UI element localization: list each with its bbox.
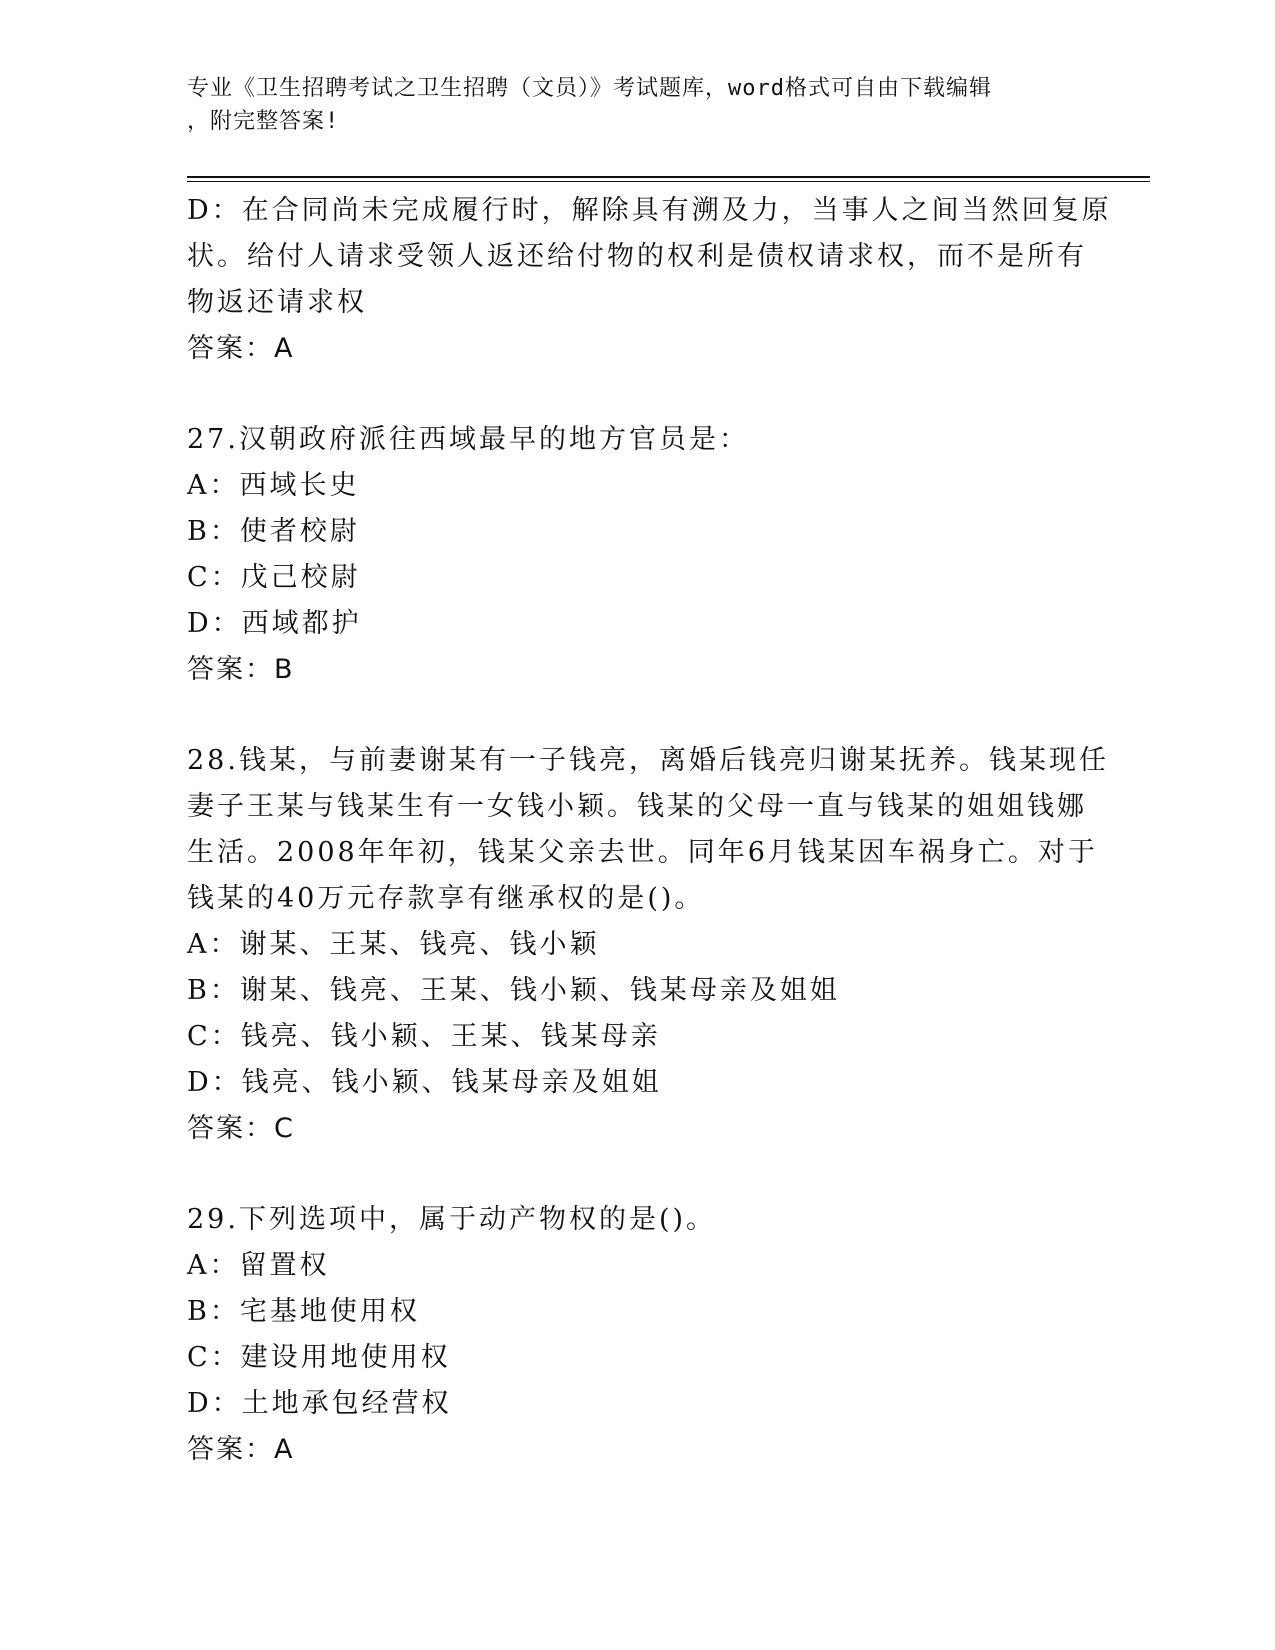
option-d: D：钱亮、钱小颖、钱某母亲及姐姐	[187, 1067, 662, 1098]
header-rule-thin	[187, 181, 1150, 182]
question-27	[187, 417, 1087, 693]
option-c: C：钱亮、钱小颖、王某、钱某母亲	[187, 1021, 661, 1052]
question-29	[187, 1197, 1087, 1473]
option-b: B：谢某、钱亮、王某、钱小颖、钱某母亲及姐姐	[187, 975, 840, 1006]
header-rule-thick	[187, 176, 1150, 178]
question-stem: 28.钱某，与前妻谢某有一子钱亮，离婚后钱亮归谢某抚养。钱某现任	[187, 745, 1109, 776]
question-list	[187, 188, 1112, 1518]
option-c: C：建设用地使用权	[187, 1342, 451, 1373]
option-a: A：西域长史	[187, 470, 360, 501]
option-d: D：西域都护	[187, 608, 362, 639]
option-a: A：谢某、王某、钱亮、钱小颖	[187, 929, 600, 960]
option-d-line: 物返还请求权	[187, 287, 367, 318]
answer-label: 答案：A	[187, 333, 295, 364]
answer-label: 答案：A	[187, 1434, 295, 1465]
option-b: B：宅基地使用权	[187, 1296, 420, 1327]
answer-label: 答案：B	[187, 654, 295, 685]
header-line-2: ，附完整答案!	[187, 109, 340, 134]
option-a: A：留置权	[187, 1250, 330, 1281]
question-stem: 29.下列选项中，属于动产物权的是()。	[187, 1204, 717, 1235]
header-line-1: 专业《卫生招聘考试之卫生招聘（文员）》考试题库，word格式可自由下载编辑	[187, 76, 992, 101]
option-d-line: D：在合同尚未完成履行时，解除具有溯及力，当事人之间当然回复原	[187, 195, 1112, 226]
question-stem: 钱某的40万元存款享有继承权的是()。	[187, 883, 705, 914]
question-stem: 生活。2008年年初，钱某父亲去世。同年6月钱某因车祸身亡。对于	[187, 837, 1098, 868]
question-26-tail	[187, 188, 1112, 372]
option-b: B：使者校尉	[187, 516, 360, 547]
question-stem: 27.汉朝政府派往西域最早的地方官员是：	[187, 424, 749, 455]
option-d: D：土地承包经营权	[187, 1388, 452, 1419]
header-note	[187, 72, 1087, 138]
option-c: C：戊己校尉	[187, 562, 361, 593]
option-d-line: 状。给付人请求受领人返还给付物的权利是债权请求权，而不是所有	[187, 241, 1087, 272]
question-28	[187, 738, 1109, 1152]
question-stem: 妻子王某与钱某生有一女钱小颖。钱某的父母一直与钱某的姐姐钱娜	[187, 791, 1087, 822]
answer-label: 答案：C	[187, 1113, 295, 1144]
